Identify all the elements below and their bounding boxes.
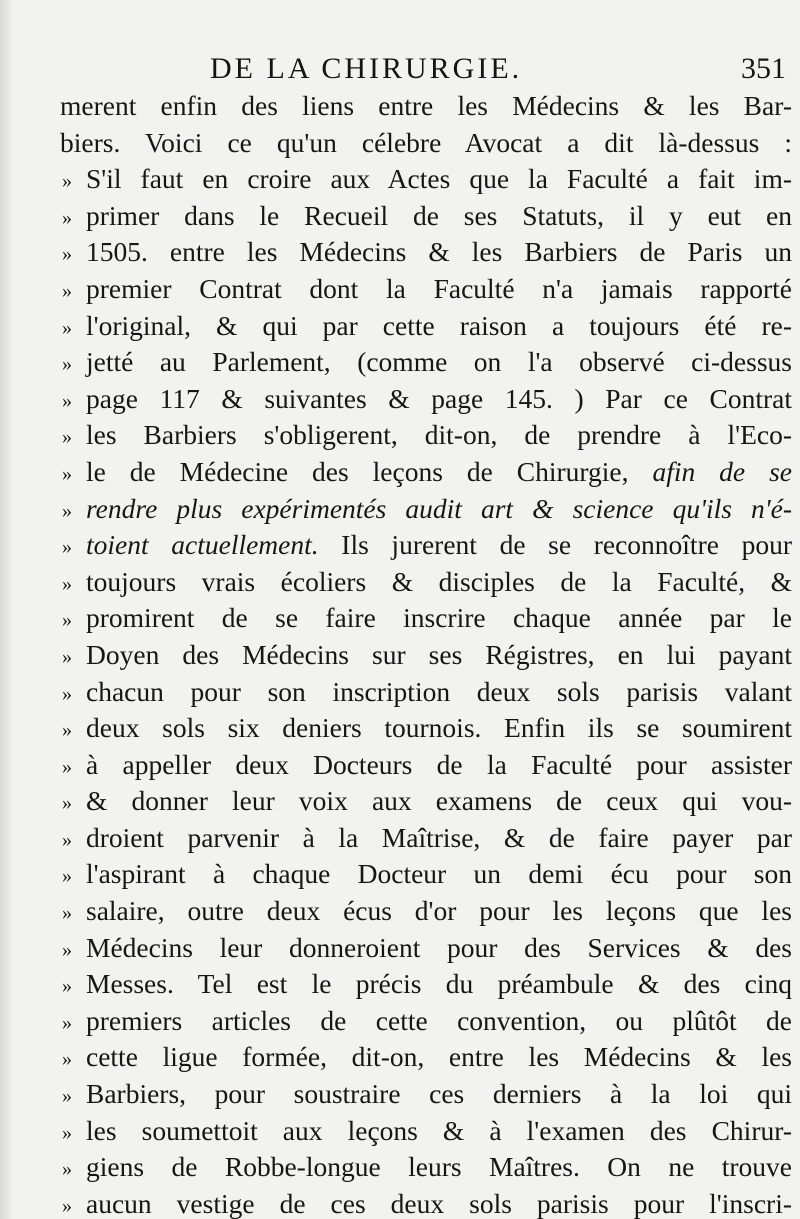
italic-text: afin de se <box>628 455 792 487</box>
line-text: Médecins leur donneroient pour des Services & des <box>86 931 792 963</box>
quotation-mark: » <box>62 1011 72 1034</box>
quotation-mark: » <box>62 682 72 705</box>
line-text: Doyen des Médecins sur ses Régistres, en lui payant <box>86 638 792 670</box>
text-line <box>60 1149 792 1186</box>
quotation-mark: » <box>62 462 72 485</box>
quotation-mark: » <box>62 975 72 998</box>
quotation-mark: » <box>62 499 72 522</box>
text-line <box>60 966 792 1003</box>
text-line <box>60 88 792 125</box>
text-line <box>60 161 792 198</box>
text-line <box>60 308 792 345</box>
line-text: les Barbiers s'obligerent, dit-on, de prendre à l'Eco- <box>86 419 792 451</box>
line-text: l'aspirant à chaque Docteur un demi écu pour son <box>86 858 792 890</box>
quotation-mark: » <box>62 792 72 815</box>
line-text: jetté au Parlement, (comme on l'a observé ci-dessus <box>86 346 792 378</box>
line-text: aucun vestige de ces deux sols parisis pour l'inscri- <box>86 1187 792 1219</box>
line-text: promirent de se faire inscrire chaque année par le <box>86 602 792 634</box>
quotation-mark: » <box>62 279 72 302</box>
text-line <box>60 271 792 308</box>
line-text: & donner leur voix aux examens de ceux qui vou- <box>86 785 792 817</box>
text-line <box>60 417 792 454</box>
line-text: S'il faut en croire aux Actes que la Faculté a fait im- <box>86 163 792 195</box>
quotation-mark: » <box>62 645 72 668</box>
quotation-mark: » <box>62 828 72 851</box>
text-line <box>60 1186 792 1219</box>
page-number: 351 <box>741 52 786 85</box>
line-text: l'original, & qui par cette raison a toujours été re- <box>86 309 792 341</box>
line-text: giens de Robbe-longue leurs Maîtres. On ne trouve <box>86 1151 792 1183</box>
body-text-block <box>60 88 792 1219</box>
text-line <box>60 1076 792 1113</box>
line-text: deux sols six deniers tournois. Enfin ils se soumirent <box>86 712 792 744</box>
quotation-mark: » <box>62 243 72 266</box>
text-line <box>60 491 792 528</box>
text-line <box>60 674 792 711</box>
text-line <box>60 344 792 381</box>
line-text: cette ligue formée, dit-on, entre les Médecins & les <box>86 1041 792 1073</box>
quotation-mark: » <box>62 609 72 632</box>
line-text: primer dans le Recueil de ses Statuts, il y eut en <box>86 199 792 231</box>
page-gutter-shadow <box>0 0 14 1219</box>
line-text: page 117 & suivantes & page 145. ) Par ce Contrat <box>86 382 792 414</box>
quotation-mark: » <box>62 1158 72 1181</box>
quotation-mark: » <box>62 206 72 229</box>
quotation-mark: » <box>62 938 72 961</box>
quotation-mark: » <box>62 1048 72 1071</box>
quotation-mark: » <box>62 316 72 339</box>
text-line <box>60 1113 792 1150</box>
text-line <box>60 600 792 637</box>
text-line <box>60 527 792 564</box>
text-line <box>60 893 792 930</box>
text-line <box>60 637 792 674</box>
text-line <box>60 381 792 418</box>
line-text: premiers articles de cette convention, ou plûtôt de <box>86 1004 792 1036</box>
text-line <box>60 820 792 857</box>
text-line <box>60 930 792 967</box>
quotation-mark: » <box>62 536 72 559</box>
quotation-mark: » <box>62 353 72 376</box>
italic-text: rendre plus expérimentés audit art & science qu'ils n'é- <box>86 492 792 524</box>
text-line <box>60 856 792 893</box>
text-line <box>60 1003 792 1040</box>
running-title: DE LA CHIRURGIE. <box>210 52 523 85</box>
quotation-mark: » <box>62 572 72 595</box>
line-text: Barbiers, pour soustraire ces derniers à la loi qui <box>86 1078 792 1110</box>
quotation-mark: » <box>62 902 72 925</box>
text-line <box>60 747 792 784</box>
quotation-mark: » <box>62 719 72 742</box>
quotation-mark: » <box>62 1085 72 1108</box>
quotation-mark: » <box>62 170 72 193</box>
text-line <box>60 125 792 162</box>
quotation-mark: » <box>62 1194 72 1217</box>
text-line <box>60 564 792 601</box>
text-line <box>60 234 792 271</box>
line-text: Messes. Tel est le précis du préambule & des cinq <box>86 968 792 1000</box>
page-header <box>0 52 800 92</box>
text-line <box>60 198 792 235</box>
quotation-mark: » <box>62 426 72 449</box>
quotation-mark: » <box>62 865 72 888</box>
line-text: toujours vrais écoliers & disciples de la Faculté, & <box>86 565 792 597</box>
line-text: les soumettoit aux leçons & à l'examen des Chirur- <box>86 1114 792 1146</box>
line-text: droient parvenir à la Maîtrise, & de faire payer par <box>86 821 792 853</box>
text-line <box>60 710 792 747</box>
quotation-mark: » <box>62 389 72 412</box>
line-text: salaire, outre deux écus d'or pour les leçons que les <box>86 895 792 927</box>
text-line <box>60 454 792 491</box>
line-text: biers. Voici ce qu'un célebre Avocat a dit là-dessus : <box>60 126 792 158</box>
quotation-mark: » <box>62 755 72 778</box>
line-text: 1505. entre les Médecins & les Barbiers de Paris un <box>86 236 792 268</box>
line-text-continued: Ils jurerent de se reconnoître pour <box>318 529 792 561</box>
quotation-mark: » <box>62 1121 72 1144</box>
italic-text: toient actuellement. <box>86 529 319 561</box>
text-line <box>60 1039 792 1076</box>
line-text: chacun pour son inscription deux sols parisis valant <box>86 675 792 707</box>
line-text: à appeller deux Docteurs de la Faculté pour assister <box>86 748 792 780</box>
line-text: merent enfin des liens entre les Médecins & les Bar- <box>60 90 792 121</box>
text-line <box>60 783 792 820</box>
line-text: premier Contrat dont la Faculté n'a jamais rapporté <box>86 272 792 304</box>
line-text: le de Médecine des leçons de Chirurgie, <box>86 455 629 487</box>
